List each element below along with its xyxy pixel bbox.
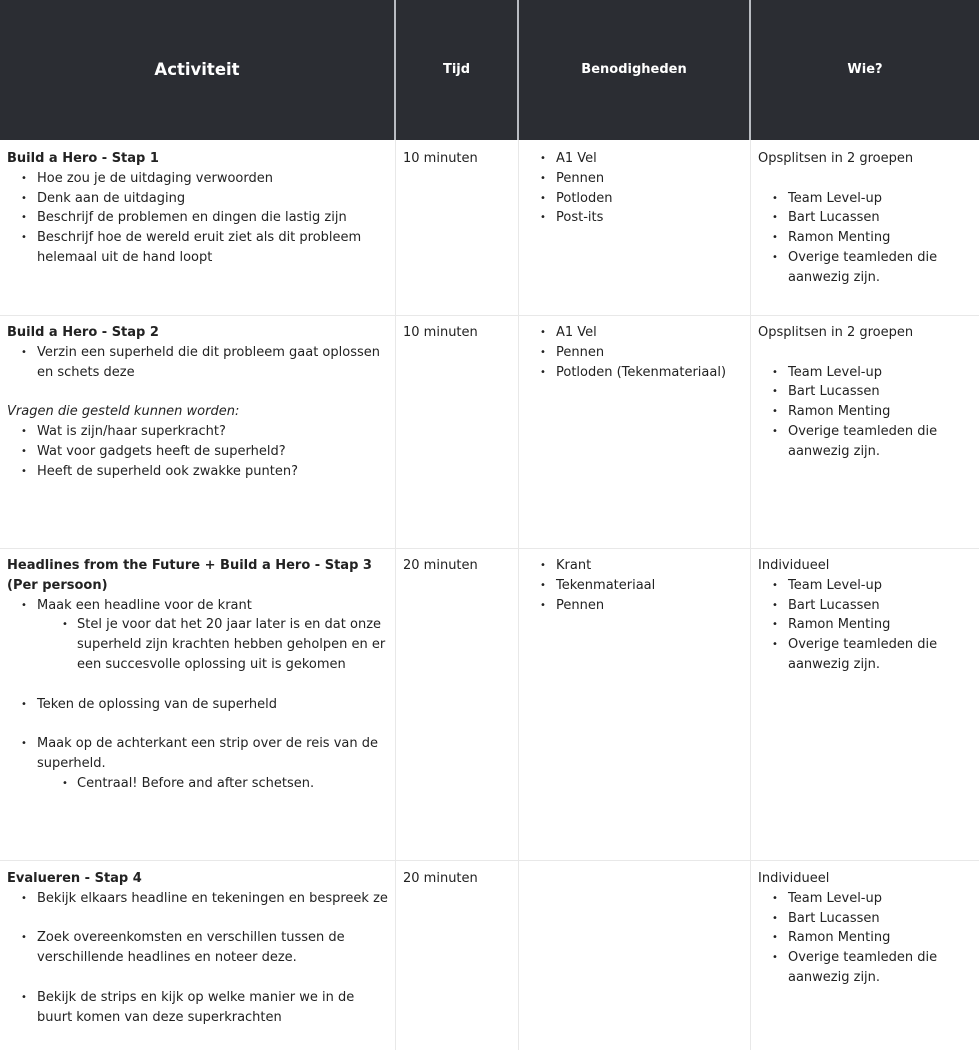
list-item: • Teken de oplossing van de superheld	[7, 695, 392, 715]
who-list	[758, 189, 973, 288]
header-activity: Activiteit	[154, 60, 240, 80]
list-item: • Heeft de superheld ook zwakke punten?	[7, 462, 392, 482]
list-item: • Bart Lucassen	[758, 909, 973, 929]
list-item: • Ramon Menting	[758, 402, 973, 422]
row-4-who	[758, 869, 973, 988]
list-item: • Ramon Menting	[758, 615, 973, 635]
sub-list	[7, 774, 392, 794]
activity-list	[7, 695, 392, 715]
list-item: • Team Level-up	[758, 889, 973, 909]
list-item: • Pennen	[526, 343, 748, 363]
list-item: • Team Level-up	[758, 363, 973, 383]
list-item: • Maak op de achterkant een strip over de reis van de superheld.	[7, 734, 392, 774]
row-3-time: 20 minuten	[403, 558, 478, 573]
list-item: • Tekenmateriaal	[526, 576, 748, 596]
row-1-activity	[7, 149, 392, 268]
row-title: Headlines from the Future + Build a Hero - Stap 3	[7, 558, 372, 573]
row-3-who	[758, 556, 973, 675]
list-item: • Zoek overeenkomsten en verschillen tussen de verschillende headlines en noteer deze.	[7, 928, 392, 968]
who-list	[758, 363, 973, 462]
list-item: • Overige teamleden die aanwezig zijn.	[758, 635, 973, 675]
list-item: • Bekijk elkaars headline en tekeningen en bespreek ze	[7, 889, 392, 909]
materials-list	[526, 556, 748, 615]
column-divider	[518, 140, 519, 1050]
who-heading: Individueel	[758, 558, 830, 573]
row-3-activity	[7, 556, 392, 794]
materials-list	[526, 149, 748, 228]
row-4-time: 20 minuten	[403, 871, 478, 886]
list-item: • Bart Lucassen	[758, 382, 973, 402]
header-who: Wie?	[847, 62, 883, 78]
list-item: • Bart Lucassen	[758, 596, 973, 616]
who-heading: Individueel	[758, 871, 830, 886]
row-title: Evalueren - Stap 4	[7, 871, 142, 886]
table-header	[0, 0, 979, 140]
activity-list	[7, 988, 392, 1028]
list-item: • Overige teamleden die aanwezig zijn.	[758, 948, 973, 988]
list-item: • Verzin een superheld die dit probleem gaat oplossen en schets deze	[7, 343, 392, 383]
list-item: • Pennen	[526, 169, 748, 189]
list-item: • Ramon Menting	[758, 928, 973, 948]
row-title: Build a Hero - Stap 1	[7, 151, 159, 166]
list-item: • A1 Vel	[526, 149, 748, 169]
row-4-activity	[7, 869, 392, 1027]
header-time: Tijd	[442, 62, 471, 78]
questions-list	[7, 422, 392, 481]
header-materials: Benodigheden	[581, 62, 687, 78]
activity-list	[7, 889, 392, 909]
list-item: • Hoe zou je de uitdaging verwoorden	[7, 169, 392, 189]
who-heading: Opsplitsen in 2 groepen	[758, 325, 914, 340]
row-divider	[0, 548, 979, 549]
row-2-time: 10 minuten	[403, 325, 478, 340]
list-item: • Ramon Menting	[758, 228, 973, 248]
row-title: Build a Hero - Stap 2	[7, 325, 159, 340]
column-divider	[750, 140, 751, 1050]
activity-list	[7, 734, 392, 774]
list-item: • Post-its	[526, 208, 748, 228]
row-2-materials	[526, 323, 748, 382]
row-3-materials	[526, 556, 748, 615]
list-item: • Beschrijf hoe de wereld eruit ziet als dit probleem helemaal uit de hand loopt	[7, 228, 392, 268]
list-item: • Stel je voor dat het 20 jaar later is en dat onze superheld zijn krachten hebben geholpen en er een succesvolle oplossing uit is gekomen	[7, 615, 392, 674]
list-item: • Overige teamleden die aanwezig zijn.	[758, 422, 973, 462]
who-heading: Opsplitsen in 2 groepen	[758, 151, 914, 166]
row-2-who	[758, 323, 973, 462]
list-item: • Centraal! Before and after schetsen.	[7, 774, 392, 794]
who-list	[758, 576, 973, 675]
sub-list	[7, 615, 392, 674]
who-list	[758, 889, 973, 988]
list-item: • Beschrijf de problemen en dingen die lastig zijn	[7, 208, 392, 228]
list-item: • Maak een headline voor de krant	[7, 596, 392, 616]
row-2-activity	[7, 323, 392, 481]
row-1-materials	[526, 149, 748, 228]
list-item: • Denk aan de uitdaging	[7, 189, 392, 209]
list-item: • Team Level-up	[758, 189, 973, 209]
list-item: • Bekijk de strips en kijk op welke manier we in de buurt komen van deze superkrachten	[7, 988, 392, 1028]
list-item: • A1 Vel	[526, 323, 748, 343]
list-item: • Overige teamleden die aanwezig zijn.	[758, 248, 973, 288]
list-item: • Potloden (Tekenmateriaal)	[526, 363, 748, 383]
activity-list	[7, 169, 392, 268]
row-1-time: 10 minuten	[403, 151, 478, 166]
row-divider	[0, 860, 979, 861]
list-item: • Wat is zijn/haar superkracht?	[7, 422, 392, 442]
column-divider	[395, 140, 396, 1050]
list-item: • Krant	[526, 556, 748, 576]
activity-list	[7, 928, 392, 968]
materials-list	[526, 323, 748, 382]
list-item: • Bart Lucassen	[758, 208, 973, 228]
list-item: • Wat voor gadgets heeft de superheld?	[7, 442, 392, 462]
questions-label: Vragen die gesteld kunnen worden:	[7, 404, 240, 420]
row-1-who	[758, 149, 973, 288]
row-divider	[0, 315, 979, 316]
row-subtitle: (Per persoon)	[7, 577, 108, 593]
list-item: • Pennen	[526, 596, 748, 616]
activity-list	[7, 596, 392, 616]
list-item: • Potloden	[526, 189, 748, 209]
list-item: • Team Level-up	[758, 576, 973, 596]
activity-list	[7, 343, 392, 383]
